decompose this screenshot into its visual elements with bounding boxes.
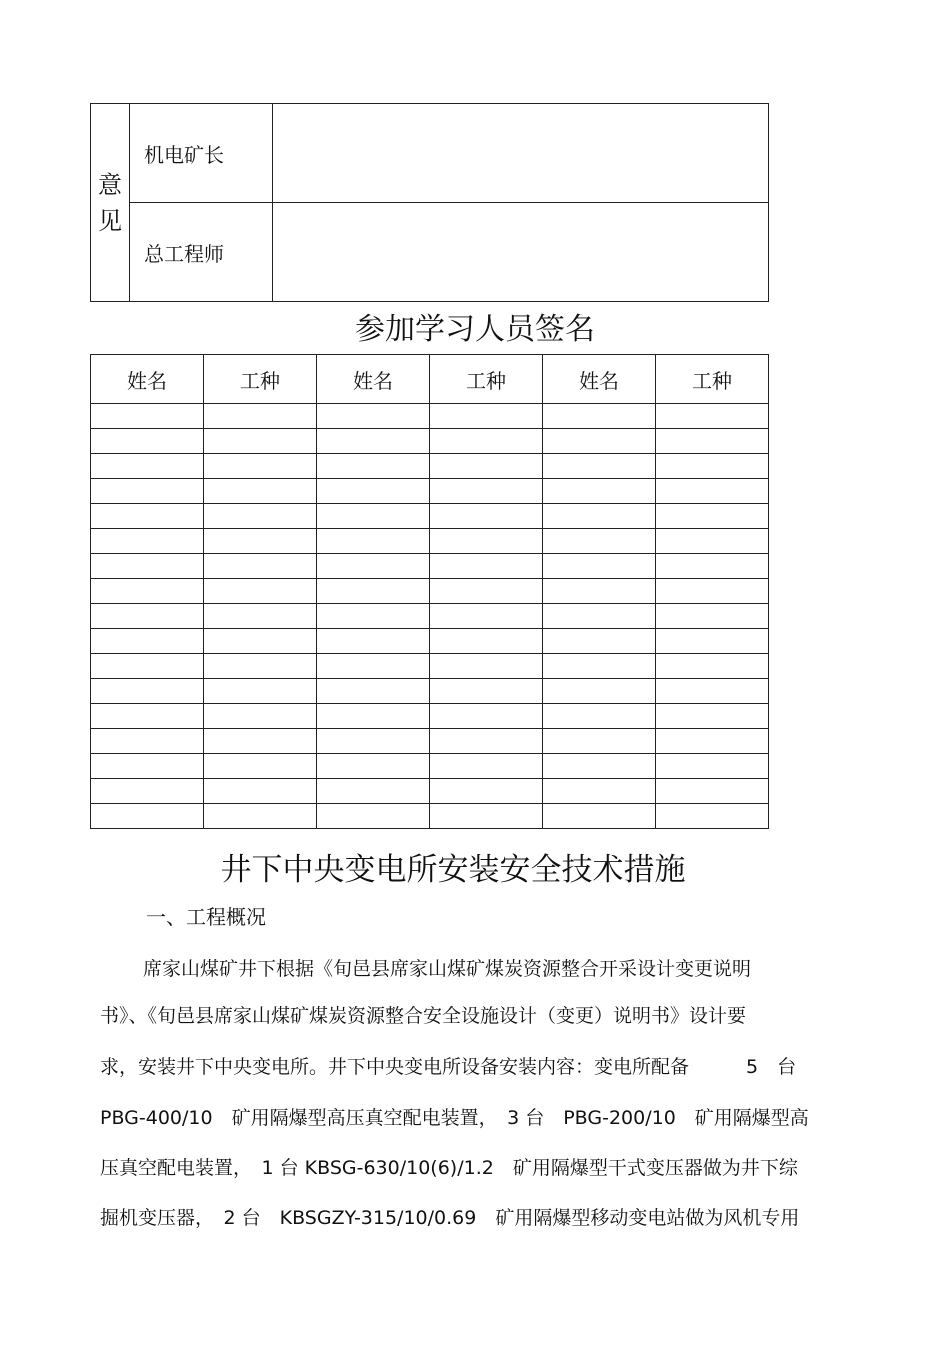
signature-cell[interactable] [543, 479, 656, 504]
signature-cell[interactable] [91, 429, 204, 454]
signature-table [90, 354, 769, 829]
signature-cell[interactable] [430, 729, 543, 754]
signature-cell[interactable] [91, 454, 204, 479]
document-title: 井下中央变电所安装安全技术措施 [220, 852, 686, 888]
signature-cell[interactable] [317, 729, 430, 754]
opinion-table [90, 103, 769, 302]
signature-cell[interactable] [317, 479, 430, 504]
signature-cell[interactable] [656, 404, 769, 429]
signature-cell[interactable] [656, 729, 769, 754]
column-header: 工种 [204, 355, 317, 404]
signature-cell[interactable] [430, 604, 543, 629]
signature-cell[interactable] [543, 704, 656, 729]
signature-row [91, 554, 769, 579]
signature-row [91, 429, 769, 454]
signature-cell[interactable] [656, 604, 769, 629]
signature-cell[interactable] [656, 704, 769, 729]
signature-cell[interactable] [204, 654, 317, 679]
signature-cell[interactable] [656, 779, 769, 804]
signature-cell[interactable] [204, 704, 317, 729]
signature-cell[interactable] [656, 429, 769, 454]
signature-cell[interactable] [317, 779, 430, 804]
signature-cell[interactable] [430, 429, 543, 454]
signature-cell[interactable] [430, 554, 543, 579]
signature-cell[interactable] [430, 779, 543, 804]
signature-cell[interactable] [91, 779, 204, 804]
signature-cell[interactable] [204, 779, 317, 804]
column-header: 姓名 [317, 355, 430, 404]
opinion-char: 意 [98, 170, 122, 199]
signature-cell[interactable] [543, 654, 656, 679]
signature-cell[interactable] [91, 504, 204, 529]
signature-cell[interactable] [204, 529, 317, 554]
signature-body [91, 404, 769, 829]
signature-row [91, 679, 769, 704]
signature-cell[interactable] [430, 704, 543, 729]
signature-cell[interactable] [204, 804, 317, 829]
signature-row [91, 804, 769, 829]
signature-cell[interactable] [543, 529, 656, 554]
signature-cell[interactable] [317, 604, 430, 629]
signature-cell[interactable] [430, 654, 543, 679]
signature-cell[interactable] [204, 729, 317, 754]
signature-cell[interactable] [430, 479, 543, 504]
signature-cell[interactable] [543, 729, 656, 754]
signature-cell[interactable] [317, 429, 430, 454]
paragraph-line: 掘机变压器， 2 台 KBSGZY-315/10/0.69 矿用隔爆型移动变电站做为风机专用 [100, 1207, 800, 1229]
signature-row [91, 404, 769, 429]
signature-cell[interactable] [317, 504, 430, 529]
opinion-char: 见 [98, 206, 122, 235]
signature-cell[interactable] [317, 629, 430, 654]
signature-cell[interactable] [91, 629, 204, 654]
opinion-input-cell[interactable] [273, 203, 769, 302]
signature-cell[interactable] [656, 554, 769, 579]
signature-cell[interactable] [543, 779, 656, 804]
signature-cell[interactable] [317, 754, 430, 779]
signature-cell[interactable] [430, 454, 543, 479]
signature-cell[interactable] [656, 804, 769, 829]
signature-title: 参加学习人员签名 [355, 312, 595, 347]
signature-row [91, 504, 769, 529]
signature-cell[interactable] [91, 654, 204, 679]
signature-cell[interactable] [656, 454, 769, 479]
signature-cell[interactable] [656, 479, 769, 504]
signature-cell[interactable] [656, 504, 769, 529]
signature-cell[interactable] [543, 404, 656, 429]
signature-cell[interactable] [204, 629, 317, 654]
signature-cell[interactable] [91, 729, 204, 754]
paragraph-line: 席家山煤矿井下根据《旬邑县席家山煤矿煤炭资源整合开采设计变更说明 [143, 958, 752, 980]
signature-cell[interactable] [543, 554, 656, 579]
signature-cell[interactable] [430, 529, 543, 554]
signature-row [91, 729, 769, 754]
signature-cell[interactable] [91, 579, 204, 604]
signature-cell[interactable] [317, 529, 430, 554]
paragraph-line: 书》、《旬邑县席家山煤矿煤炭资源整合安全设施设计（变更）说明书》设计要 [100, 1005, 747, 1027]
opinion-input-cell[interactable] [273, 104, 769, 203]
signature-cell[interactable] [91, 604, 204, 629]
signature-row [91, 479, 769, 504]
signature-cell[interactable] [317, 804, 430, 829]
signature-cell[interactable] [543, 579, 656, 604]
signature-cell[interactable] [91, 704, 204, 729]
signature-cell[interactable] [317, 654, 430, 679]
signature-row [91, 604, 769, 629]
signature-cell[interactable] [543, 429, 656, 454]
signature-cell[interactable] [543, 454, 656, 479]
signature-cell[interactable] [430, 579, 543, 604]
signature-cell[interactable] [204, 479, 317, 504]
signature-cell[interactable] [204, 504, 317, 529]
column-header: 工种 [430, 355, 543, 404]
signature-cell[interactable] [317, 679, 430, 704]
signature-row [91, 754, 769, 779]
column-header: 工种 [656, 355, 769, 404]
signature-header-row [91, 355, 769, 404]
signature-row [91, 654, 769, 679]
signature-cell[interactable] [204, 404, 317, 429]
signature-cell[interactable] [204, 454, 317, 479]
signature-cell[interactable] [91, 404, 204, 429]
signature-cell[interactable] [656, 679, 769, 704]
signature-cell[interactable] [656, 754, 769, 779]
signature-cell[interactable] [656, 629, 769, 654]
signature-cell[interactable] [543, 604, 656, 629]
signature-cell[interactable] [204, 579, 317, 604]
signature-cell[interactable] [204, 604, 317, 629]
paragraph-line: 求，安装井下中央变电所。井下中央变电所设备安装内容：变电所配备 5 台 [100, 1056, 797, 1078]
signature-cell[interactable] [430, 629, 543, 654]
signature-row [91, 454, 769, 479]
signature-cell[interactable] [91, 754, 204, 779]
signature-cell[interactable] [317, 404, 430, 429]
signature-cell[interactable] [656, 654, 769, 679]
signature-row [91, 629, 769, 654]
signature-cell[interactable] [91, 679, 204, 704]
signature-cell[interactable] [317, 704, 430, 729]
signature-cell[interactable] [543, 754, 656, 779]
signature-row [91, 529, 769, 554]
signature-cell[interactable] [656, 579, 769, 604]
column-header: 姓名 [543, 355, 656, 404]
signature-cell[interactable] [543, 804, 656, 829]
signature-cell[interactable] [204, 679, 317, 704]
signature-cell[interactable] [543, 504, 656, 529]
signature-row [91, 704, 769, 729]
column-header: 姓名 [91, 355, 204, 404]
paragraph-line: 压真空配电装置， 1 台 KBSG-630/10(6)/1.2 矿用隔爆型干式变压器做为井下综 [100, 1157, 798, 1179]
signature-cell[interactable] [543, 679, 656, 704]
signature-cell[interactable] [91, 554, 204, 579]
signature-cell[interactable] [317, 554, 430, 579]
opinion-row-label: 机电矿长 [130, 104, 273, 203]
section-heading: 一、工程概况 [146, 905, 266, 929]
signature-cell[interactable] [317, 454, 430, 479]
signature-cell[interactable] [430, 804, 543, 829]
signature-cell[interactable] [430, 679, 543, 704]
signature-row [91, 779, 769, 804]
signature-cell[interactable] [430, 754, 543, 779]
signature-cell[interactable] [204, 754, 317, 779]
signature-cell[interactable] [656, 529, 769, 554]
signature-row [91, 579, 769, 604]
signature-cell[interactable] [430, 404, 543, 429]
signature-cell[interactable] [91, 479, 204, 504]
signature-cell[interactable] [91, 804, 204, 829]
signature-cell[interactable] [430, 504, 543, 529]
opinion-row-label: 总工程师 [130, 203, 273, 302]
signature-cell[interactable] [204, 554, 317, 579]
signature-cell[interactable] [204, 429, 317, 454]
paragraph-line: PBG-400/10 矿用隔爆型高压真空配电装置， 3 台 PBG-200/10 矿用隔爆型高 [100, 1107, 809, 1129]
signature-cell[interactable] [317, 579, 430, 604]
opinion-vertical-label [91, 104, 130, 302]
signature-cell[interactable] [543, 629, 656, 654]
signature-cell[interactable] [91, 529, 204, 554]
